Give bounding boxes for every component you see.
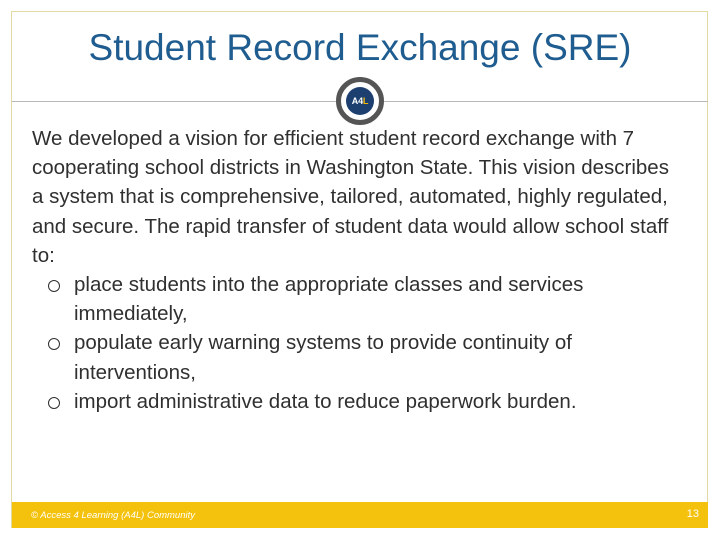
slide-title: Student Record Exchange (SRE): [88, 27, 632, 68]
intro-paragraph: We developed a vision for efficient student record exchange with 7 cooperating school districts in Washington State. This vision describes a system that is comprehensive, tailored, automated, highly regulated, and secure. The rapid transfer of student data would allow school staff to:: [32, 127, 669, 267]
title-divider-left: [12, 101, 336, 102]
bullet-text: populate early warning systems to provide continuity of interventions,: [74, 331, 572, 384]
logo-text-accent: L: [362, 96, 369, 106]
bullet-text: place students into the appropriate classes and services immediately,: [74, 273, 584, 326]
logo-badge: [346, 87, 374, 115]
list-item: [32, 270, 682, 328]
bullet-text: import administrative data to reduce paperwork burden.: [74, 389, 577, 413]
slide-body: [32, 124, 682, 416]
footer-copyright: © Access 4 Learning (A4L) Community: [31, 510, 195, 521]
circle-bullet-icon: [48, 338, 60, 350]
circle-bullet-icon: [48, 397, 60, 409]
a4l-logo-icon: [336, 77, 384, 125]
footer-bar: [12, 502, 708, 528]
circle-bullet-icon: [48, 280, 60, 292]
list-item: [32, 328, 682, 386]
logo-text-primary: A4: [351, 96, 363, 106]
title-divider-right: [384, 101, 708, 102]
bullet-list: [32, 270, 682, 416]
page-number: 13: [686, 508, 699, 520]
list-item: [32, 387, 682, 416]
